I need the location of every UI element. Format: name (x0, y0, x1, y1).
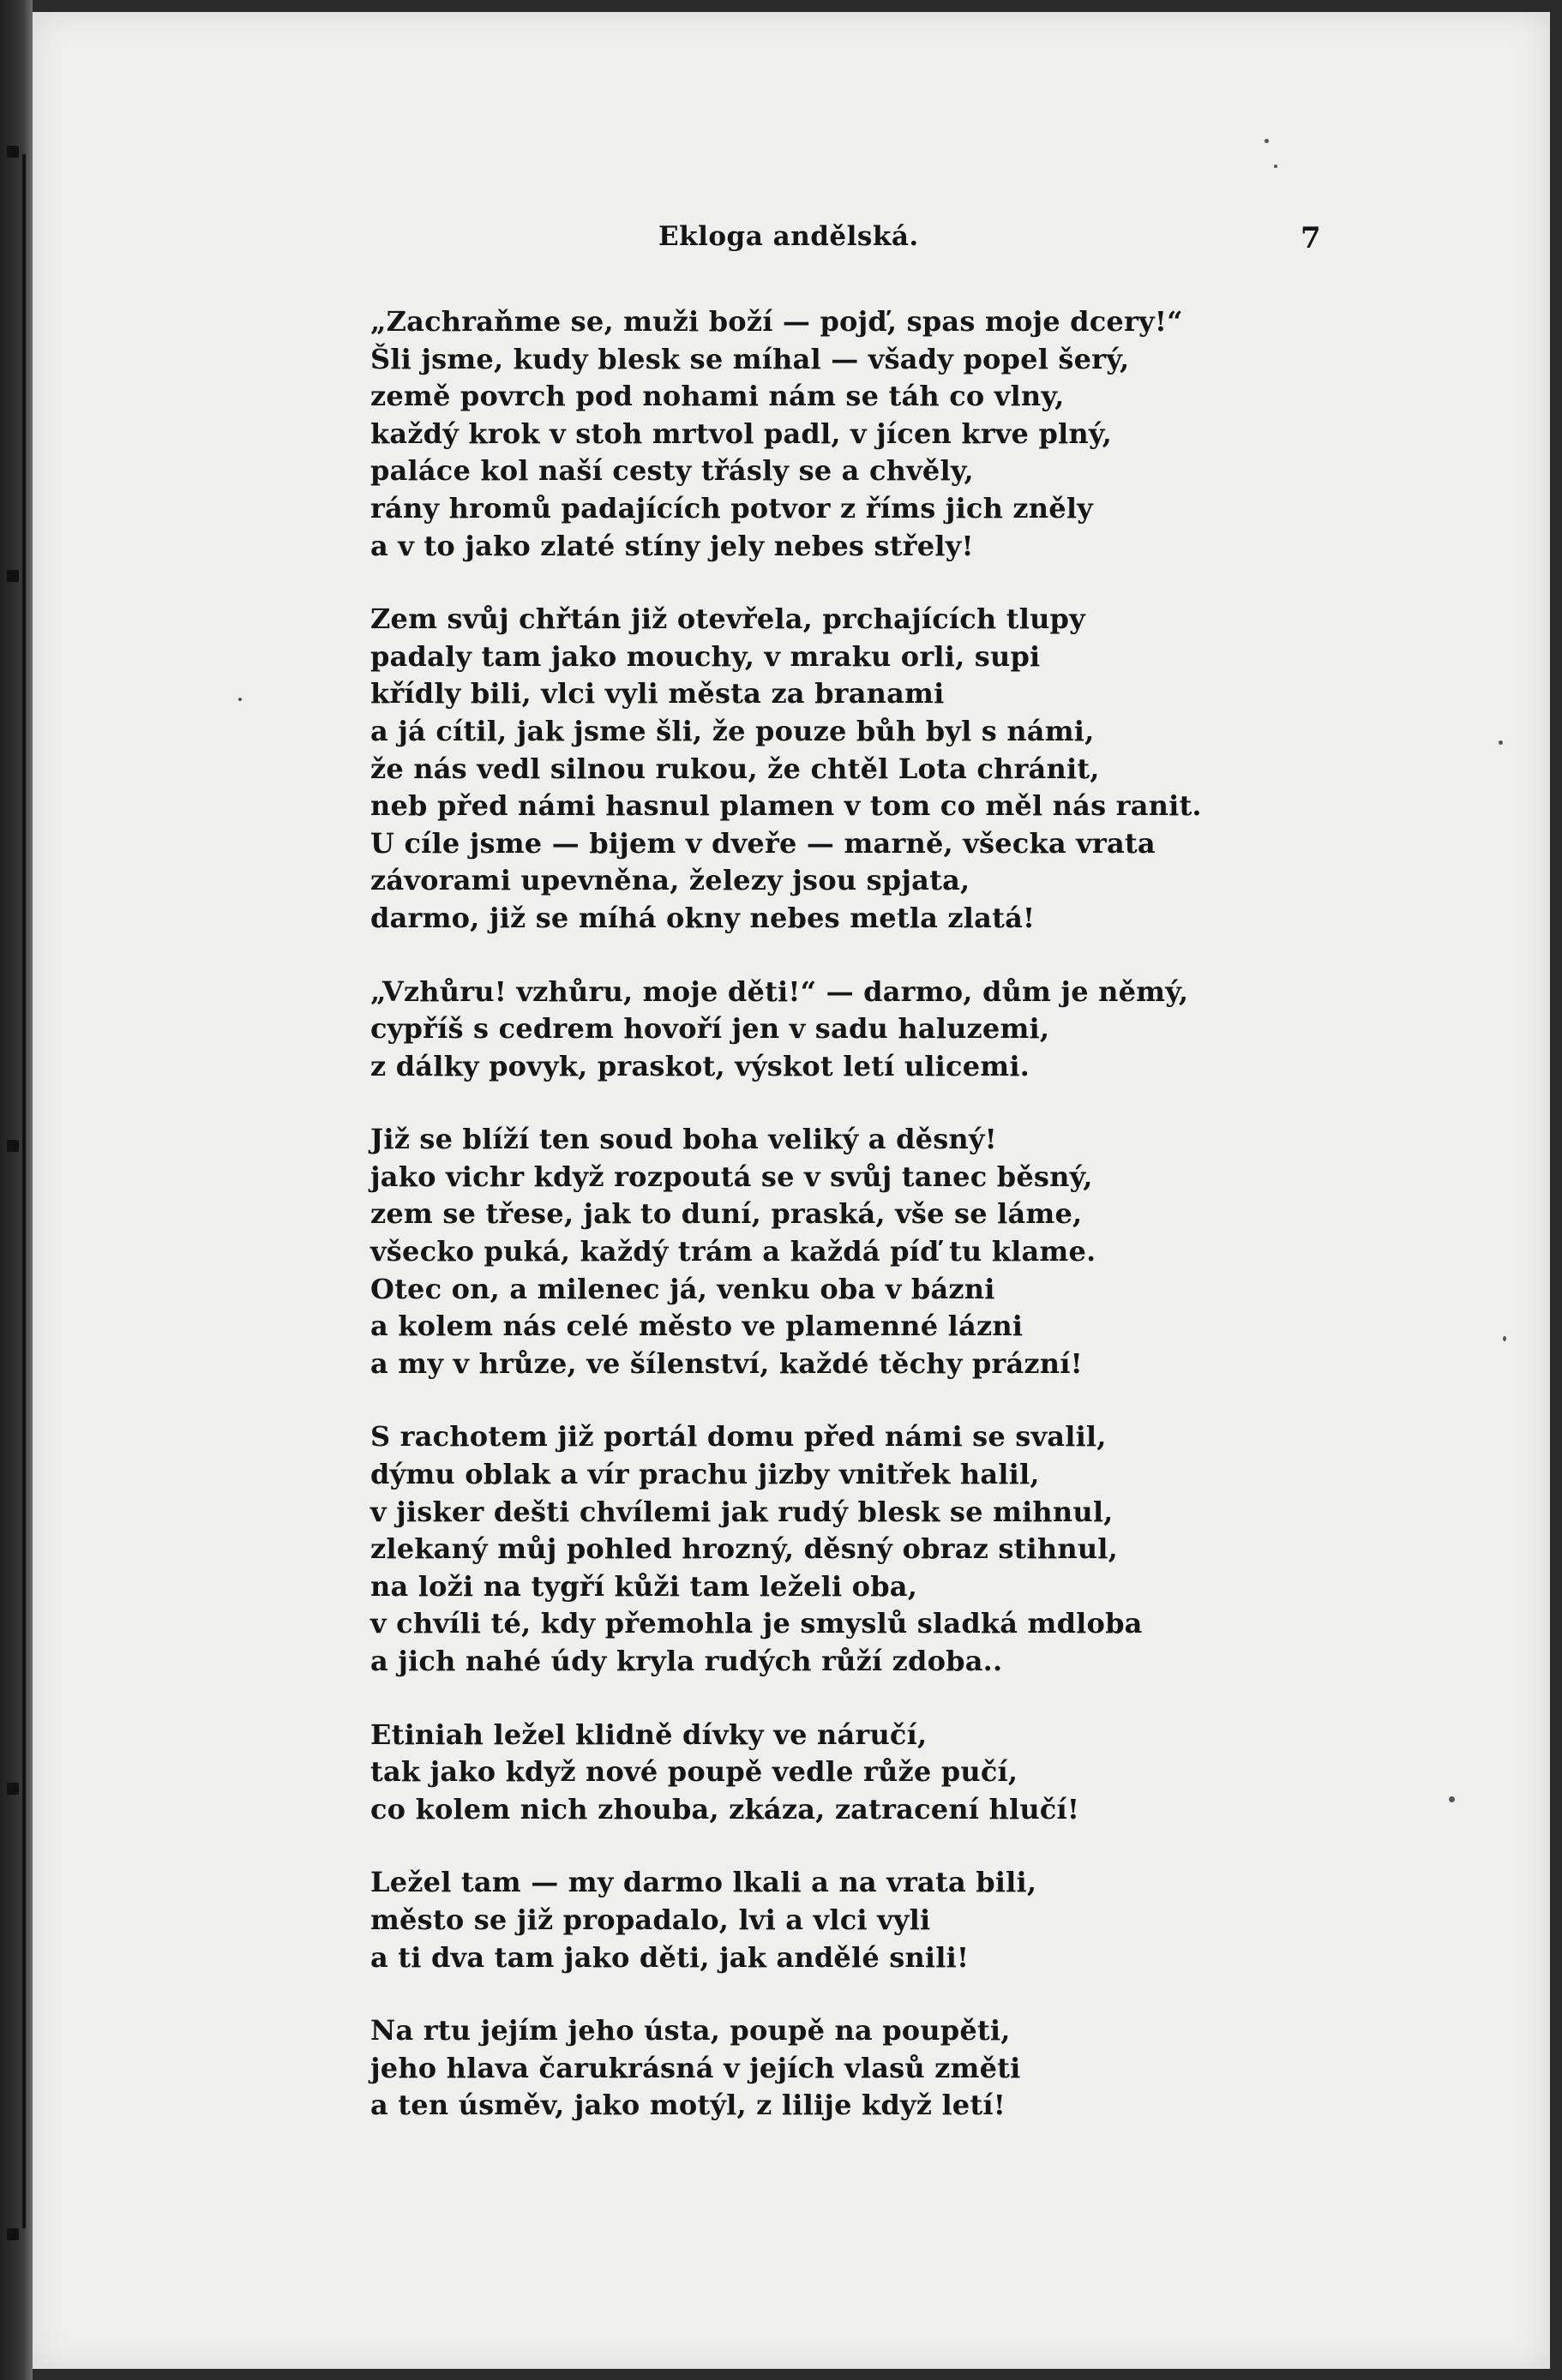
verse-line: každý krok v stoh mrtvol padl, v jícen krve plný, (370, 417, 1112, 450)
verse-line: Na rtu jejím jeho ústa, poupě na poupěti, (370, 2014, 1011, 2047)
paper-speck (1499, 740, 1503, 745)
page-number: 7 (1301, 221, 1321, 255)
paper-speck (1265, 139, 1269, 143)
verse-line: a ten úsměv, jako motýl, z lilije když letí! (370, 2089, 1006, 2122)
paper-speck (1274, 165, 1277, 168)
stanza (370, 1121, 1348, 1382)
verse-line: v chvíli té, kdy přemohla je smyslů sladká mdloba (370, 1607, 1143, 1640)
page-header (360, 221, 1346, 255)
stanza (370, 1717, 1348, 1829)
binding-edge (0, 0, 33, 2380)
spine-mark (7, 1783, 19, 1795)
verse-line: „Vzhůru! vzhůru, moje děti!“ — darmo, dům je němý, (370, 974, 1189, 1008)
verse-line: z dálky povyk, praskot, výskot letí ulicemi. (370, 1049, 1030, 1082)
verse-line: co kolem nich zhouba, zkáza, zatracení hlučí! (370, 1792, 1080, 1825)
verse-line: na loži na tygří kůži tam leželi oba, (370, 1569, 918, 1603)
verse-line: zem se třese, jak to duní, praská, vše se láme, (370, 1197, 1083, 1231)
verse-line: a ti dva tam jako děti, jak andělé snili! (370, 1940, 970, 1974)
verse-line: všecko puká, každý trám a každá píď tu klame. (370, 1235, 1096, 1268)
poem-body (370, 303, 1348, 2161)
verse-line: a já cítil, jak jsme šli, že pouze bůh byl s námi, (370, 714, 1095, 747)
verse-line: jeho hlava čarukrásná v jejích vlasů změti (370, 2051, 1021, 2084)
verse-line: země povrch pod nohami nám se táh co vlny, (370, 380, 1065, 413)
stanza (370, 1418, 1348, 1680)
verse-line: jako vichr když rozpoutá se v svůj tanec běsný, (370, 1160, 1093, 1193)
verse-line: cypříš s cedrem hovoří jen v sadu haluzemi, (370, 1012, 1050, 1046)
verse-line: Zem svůj chřtán již otevřela, prchajících tlupy (370, 602, 1085, 636)
verse-line: padaly tam jako mouchy, v mraku orli, supi (370, 639, 1041, 673)
verse-line: závorami upevněna, železy jsou spjata, (370, 864, 970, 897)
verse-line: Šli jsme, kudy blesk se míhal — všady popel šerý, (370, 342, 1130, 375)
verse-line: a v to jako zlaté stíny jely nebes střely! (370, 529, 974, 562)
verse-line: neb před námi hasnul plamen v tom co měl nás ranit. (370, 789, 1202, 823)
verse-line: S rachotem již portál domu před námi se svalil, (370, 1420, 1107, 1454)
verse-line: „Zachraňme se, muži boží — pojď, spas moje dcery!“ (370, 305, 1183, 338)
spine-mark (7, 1140, 19, 1152)
verse-line: a my v hrůze, ve šílenství, každé těchy prázní! (370, 1346, 1083, 1380)
paper-speck (1449, 1796, 1455, 1802)
stanza (370, 974, 1348, 1086)
stanza (370, 2012, 1348, 2125)
verse-line: že nás vedl silnou rukou, že chtěl Lota chránit, (370, 752, 1100, 785)
spine-line (22, 154, 26, 2228)
verse-line: paláce kol naší cesty třásly se a chvěly, (370, 454, 974, 488)
verse-line: a jich nahé údy kryla rudých růží zdoba.. (370, 1645, 1003, 1677)
verse-line: a kolem nás celé město ve plamenné lázni (370, 1310, 1024, 1343)
stanza (370, 303, 1348, 565)
verse-line: dýmu oblak a vír prachu jizby vnitřek halil, (370, 1458, 1040, 1491)
paper-speck (1503, 1336, 1506, 1341)
spine-mark (7, 146, 19, 158)
spine-mark (7, 570, 19, 582)
paper-speck (238, 698, 242, 701)
running-title: Ekloga andělská. (658, 221, 919, 252)
verse-line: v jisker dešti chvílemi jak rudý blesk se mihnul, (370, 1495, 1114, 1528)
verse-line: Etiniah ležel klidně dívky ve náručí, (370, 1718, 928, 1751)
verse-line: křídly bili, vlci vyli města za branami (370, 677, 945, 710)
verse-line: Ležel tam — my darmo lkali a na vrata bili, (370, 1866, 1037, 1899)
stanza (370, 1864, 1348, 1976)
verse-line: Otec on, a milenec já, venku oba v bázni (370, 1272, 995, 1305)
stanza (370, 601, 1348, 937)
verse-line: město se již propadalo, lvi a vlci vyli (370, 1903, 931, 1936)
verse-line: rány hromů padajících potvor z říms jich zněly (370, 491, 1093, 525)
verse-line: Již se blíží ten soud boha veliký a děsný! (370, 1123, 997, 1156)
verse-line: zlekaný můj pohled hrozný, děsný obraz stihnul, (370, 1532, 1118, 1566)
verse-line: darmo, již se míhá okny nebes metla zlatá! (370, 901, 1036, 934)
spine-mark (7, 2228, 19, 2240)
verse-line: tak jako když nové poupě vedle růže pučí, (370, 1755, 1018, 1789)
verse-line: U cíle jsme — bijem v dveře — marně, všecka vrata (370, 826, 1156, 860)
